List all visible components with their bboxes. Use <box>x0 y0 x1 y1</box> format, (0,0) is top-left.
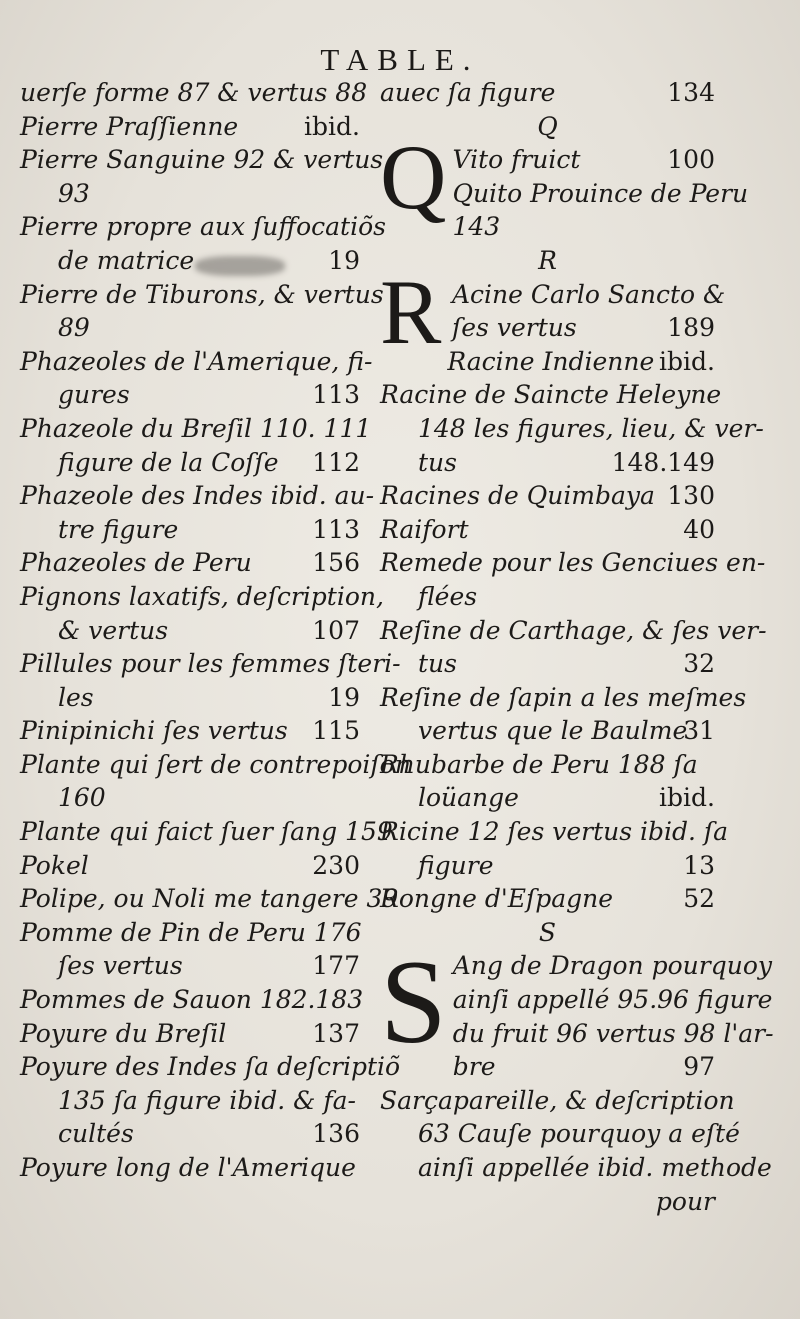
index-entry <box>380 614 767 648</box>
entry-text: Phazeole du Breſil 110. 111 <box>20 413 372 443</box>
index-entry <box>380 748 715 782</box>
entry-text: Pignons laxatifs, deſcription, <box>20 581 384 611</box>
entry-text: & vertus <box>58 615 169 645</box>
drop-cap-r: R <box>380 260 442 363</box>
index-entry <box>380 580 715 614</box>
page-number: 32 <box>683 649 715 679</box>
index-entry <box>380 882 715 916</box>
index-entry <box>20 110 360 144</box>
page-number: 189 <box>667 313 715 343</box>
index-entry <box>20 479 375 513</box>
right-column <box>380 76 774 1218</box>
index-entry <box>380 1050 715 1084</box>
page-number: 107 <box>312 615 360 645</box>
entry-text: Plante qui faict ſuer ſang 159 <box>20 817 393 847</box>
index-entry <box>380 1117 740 1151</box>
index-entry <box>380 983 773 1017</box>
index-entry <box>20 345 373 379</box>
entry-text: Reſine de Carthage, & ſes ver- <box>380 615 767 645</box>
entry-text: tus <box>418 447 457 477</box>
index-entry <box>380 479 715 513</box>
entry-text: Pillules pour les femmes ſteri- <box>20 649 401 679</box>
index-entry <box>380 278 726 312</box>
entry-text: 89 <box>58 313 90 343</box>
entry-text: ſes vertus <box>452 313 577 343</box>
index-entry <box>380 1084 735 1118</box>
entry-text: Acine Carlo Sancto & <box>452 279 726 309</box>
index-entry <box>380 446 715 480</box>
entry-text: Ang de Dragon pourquoy <box>452 951 772 981</box>
index-entry <box>380 177 749 211</box>
page-number: 19 <box>328 682 360 712</box>
entry-text: Phazeoles de Peru <box>20 548 252 578</box>
index-entry <box>380 513 715 547</box>
index-entry <box>380 849 715 883</box>
entry-text: vertus que le Baulme <box>418 716 688 746</box>
index-entry <box>20 76 368 110</box>
entry-text: Poyure du Breſil <box>20 1018 227 1048</box>
page-number: 113 <box>312 380 360 410</box>
section-heading-r: R <box>538 245 557 275</box>
entry-text: ainſi appellé 95.96 figure <box>452 985 773 1015</box>
index-entry <box>20 278 384 312</box>
entry-text: uerſe forme 87 & vertus 88 <box>20 78 368 107</box>
entry-text: ainſi appellée ibid. methode <box>418 1153 772 1182</box>
entry-text: Pommes de Sauon 182.183 <box>20 985 364 1015</box>
index-entry <box>380 1017 774 1051</box>
index-entry <box>380 1185 715 1219</box>
index-entry <box>20 177 360 211</box>
page-number: 137 <box>312 1018 360 1048</box>
index-entry <box>20 748 411 782</box>
entry-text: Pokel <box>20 850 89 880</box>
entry-text: Reſine de ſapin a les meſmes <box>380 682 747 712</box>
entry-text: tre figure <box>58 514 179 544</box>
s-block <box>380 935 774 1083</box>
index-entry <box>20 681 360 715</box>
entry-text: loüange <box>418 783 519 813</box>
entry-text: ſes vertus <box>58 951 183 981</box>
index-entry <box>380 76 715 110</box>
index-entry <box>380 647 715 681</box>
index-entry <box>20 1117 360 1151</box>
index-entry <box>20 815 393 849</box>
entry-text: Pierre propre aux ſuffocatiõs <box>20 212 386 242</box>
page-number: 136 <box>312 1119 360 1149</box>
page-number: 97 <box>683 1052 715 1082</box>
index-entry <box>20 1017 360 1051</box>
entry-text: Racine de Saincte Heleyne <box>380 380 722 410</box>
index-entry <box>20 513 360 547</box>
entry-text: de matrice <box>58 245 195 275</box>
entry-text: figure de la Coſſe <box>58 447 279 477</box>
entry-text: Pierre Sanguine 92 & vertus <box>20 145 384 175</box>
index-entry <box>20 412 372 446</box>
page-number: 112 <box>312 447 360 477</box>
entry-text: Pinipinichi ſes vertus <box>20 716 288 746</box>
index-entry <box>20 882 399 916</box>
page-number: 115 <box>312 716 360 746</box>
index-entry <box>380 546 766 580</box>
page-number: 113 <box>312 514 360 544</box>
entry-text: Pierre Praſſienne <box>20 111 239 141</box>
index-entry <box>380 681 747 715</box>
entry-text: 148 les figures, lieu, & ver- <box>418 413 764 443</box>
index-entry <box>380 378 722 412</box>
entry-text: 63 Cauſe pourquoy a eſté <box>418 1119 740 1149</box>
page-number: ibid. <box>659 346 715 376</box>
index-entry <box>20 546 360 580</box>
page-number: 134 <box>667 78 715 107</box>
entry-text: 135 ſa figure ibid. & fa- <box>58 1085 356 1115</box>
page-number: 100 <box>667 145 715 175</box>
index-entry <box>20 378 360 412</box>
entry-text: les <box>58 682 94 712</box>
page-number: 177 <box>312 951 360 981</box>
entry-text: Poyure long de l'Amerique <box>20 1153 356 1182</box>
index-entry <box>20 949 360 983</box>
page-number: 31 <box>683 716 715 746</box>
drop-cap-s: S <box>380 935 447 1069</box>
entry-text: Phazeoles de l'Amerique, fi- <box>20 346 373 376</box>
page-header: TABLE. <box>320 42 480 77</box>
page-number: 130 <box>667 481 715 511</box>
entry-text: Vito fruict <box>452 145 581 175</box>
index-entry <box>20 244 360 278</box>
entry-text: Phazeole des Indes ibid. au- <box>20 481 375 511</box>
index-entry <box>20 714 360 748</box>
index-entry <box>20 916 360 950</box>
drop-cap-q: Q <box>380 126 447 229</box>
index-entry <box>20 311 360 345</box>
index-entry <box>20 647 401 681</box>
entry-text: 160 <box>58 783 106 813</box>
page-number: 52 <box>683 884 715 914</box>
entry-text: tus <box>418 649 457 679</box>
page-number: 13 <box>683 850 715 880</box>
entry-text: du fruit 96 vertus 98 l'ar- <box>452 1018 774 1048</box>
index-entry <box>380 815 729 849</box>
entry-text: Poyure des Indes ſa deſcriptiõ <box>20 1052 401 1082</box>
entry-text: flées <box>418 581 478 611</box>
index-entry <box>380 412 764 446</box>
entry-text: Racine Indienne <box>447 346 655 376</box>
section-heading-s: S <box>538 917 557 947</box>
index-entry: 143 <box>452 212 501 242</box>
entry-text: Rhubarbe de Peru 188 ſa <box>380 749 698 779</box>
left-column <box>20 76 411 1185</box>
entry-text: Pierre de Tiburons, & vertus <box>20 279 384 309</box>
index-entry <box>380 949 772 983</box>
index-entry <box>380 714 715 748</box>
entry-text: Plante qui ſert de contrepoiſon <box>20 749 411 779</box>
page-number: 156 <box>312 548 360 578</box>
entry-text: auec ſa figure <box>380 78 556 107</box>
index-entry <box>20 143 384 177</box>
page-number: ibid. <box>659 783 715 813</box>
index-entry <box>20 849 360 883</box>
entry-text: 93 <box>58 178 90 208</box>
entry-text: cultés <box>58 1119 134 1149</box>
entry-text: Pomme de Pin de Peru 176 <box>20 917 362 947</box>
ink-smudge <box>195 256 285 276</box>
index-entry <box>20 1084 360 1118</box>
page-number: 148.149 <box>611 447 715 477</box>
section-heading-q: Q <box>537 111 558 141</box>
index-entry <box>20 446 360 480</box>
index-entry <box>380 781 715 815</box>
index-entry <box>380 143 715 177</box>
index-entry <box>20 580 384 614</box>
index-entry <box>20 781 360 815</box>
page-number: 40 <box>683 514 715 544</box>
index-entry <box>380 1151 772 1185</box>
page-number: 230 <box>312 850 360 880</box>
entry-text: Racines de Quimbaya <box>380 481 655 511</box>
entry-text: Ricine 12 ſes vertus ibid. ſa <box>380 817 729 847</box>
index-entry <box>20 983 364 1017</box>
entry-text: pour <box>655 1186 715 1216</box>
entry-text: Rongne d'Eſpagne <box>380 884 614 914</box>
index-entry <box>20 614 360 648</box>
entry-text: bre <box>452 1052 496 1082</box>
entry-text: figure <box>418 850 494 880</box>
index-entry <box>20 1050 401 1084</box>
entry-text: Polipe, ou Noli me tangere 39 <box>20 884 399 914</box>
index-entry <box>20 1151 360 1185</box>
page-number: 19 <box>328 245 360 275</box>
entry-text: Quito Prouince de Peru <box>452 178 749 208</box>
index-entry <box>380 345 715 379</box>
entry-text: gures <box>58 380 130 410</box>
page-number: ibid. <box>304 111 360 141</box>
index-entry <box>380 311 715 345</box>
entry-text: Raifort <box>380 514 469 544</box>
entry-text: Sarçapareille, & deſcription <box>380 1085 735 1115</box>
entry-text: Remede pour les Genciues en- <box>380 548 766 578</box>
index-entry <box>20 210 386 244</box>
